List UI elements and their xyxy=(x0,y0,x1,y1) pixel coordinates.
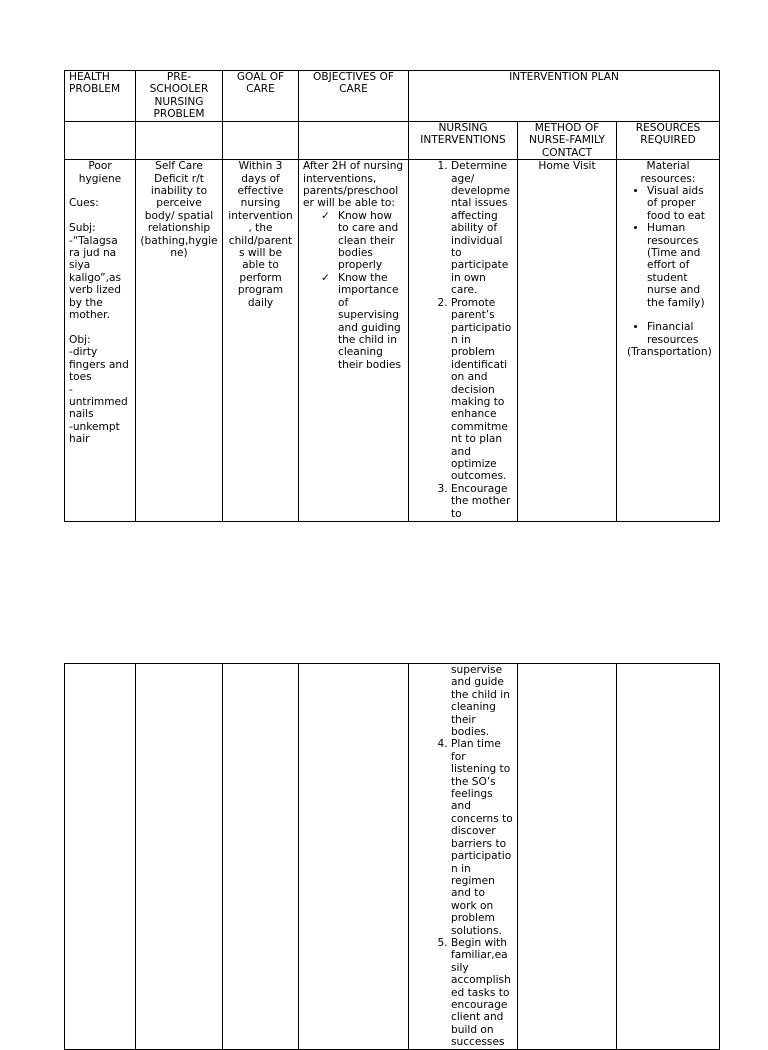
health-problem-cell xyxy=(65,160,136,522)
header-goal-of-care: GOAL OF CARE xyxy=(223,71,299,122)
care-plan-table-page2 xyxy=(64,663,720,1050)
blank-cell xyxy=(65,122,136,160)
transportation-note: (Transportation) xyxy=(627,345,712,358)
material-resources-label: Material resources: xyxy=(640,160,696,185)
subjective-label: Subj: xyxy=(69,222,96,235)
intervention-item: 5. Begin with familiar,easily accomplished tasks to encourage client and build on successes xyxy=(451,937,513,1049)
care-plan-table-page1 xyxy=(64,70,720,522)
blank-cell xyxy=(518,664,617,1050)
objective-cue: -untrimmed nails xyxy=(69,383,128,421)
nursing-interventions-continued-cell xyxy=(409,664,518,1050)
blank-cell xyxy=(223,122,299,160)
blank-cell xyxy=(136,664,223,1050)
objectives-intro: After 2H of nursing interventions, parents/preschooler will be able to: xyxy=(303,160,404,210)
blank-cell xyxy=(299,664,409,1050)
cues-label: Cues: xyxy=(69,197,99,210)
interventions-list-continued xyxy=(413,664,513,1049)
resource-item: • Financial resources xyxy=(647,321,717,346)
health-problem-title: Poor hygiene xyxy=(78,160,122,185)
resources-cell xyxy=(617,160,720,522)
method-of-contact-cell: Home Visit xyxy=(518,160,617,522)
header-nursing-interventions: NURSING INTERVENTIONS xyxy=(409,122,518,160)
blank-cell xyxy=(136,122,223,160)
objectives-cell xyxy=(299,160,409,522)
intervention-item: 2. Promote parent’s participation in problem identification and decision making to enhance commitment to plan and optimize outcomes. xyxy=(451,297,513,483)
blank-cell xyxy=(617,664,720,1050)
header-health-problem: HEALTH PROBLEM xyxy=(65,71,136,122)
interventions-list xyxy=(413,160,513,520)
objective-cue: -unkempt hair xyxy=(69,420,120,446)
goal-of-care-cell: Within 3 days of effective nursing intervention, the child/parents will be able to perform program daily xyxy=(223,160,299,522)
blank-cell xyxy=(223,664,299,1050)
header-intervention-plan: INTERVENTION PLAN xyxy=(409,71,720,122)
header-method-of-contact: METHOD OF NURSE-FAMILY CONTACT xyxy=(518,122,617,160)
blank-cell xyxy=(65,664,136,1050)
blank-cell xyxy=(299,122,409,160)
resources-list xyxy=(619,185,717,346)
intervention-continuation: supervise and guide the child in cleaning their bodies. xyxy=(451,664,510,739)
intervention-item: 1. Determine age/ developmental issues affecting ability of individual to participate in own care. xyxy=(451,160,513,296)
objectives-list xyxy=(303,210,404,371)
header-nursing-problem: PRE-SCHOOLER NURSING PROBLEM xyxy=(136,71,223,122)
objective-item: ✓ Know how to care and clean their bodies properly xyxy=(338,210,404,272)
resource-item: • Human resources (Time and effort of student nurse and the family) xyxy=(647,222,717,309)
resource-item: • Visual aids of proper food to eat xyxy=(647,185,717,222)
nursing-interventions-cell xyxy=(409,160,518,522)
objective-item: ✓ Know the importance of supervising and guiding the child in cleaning their bodies xyxy=(338,272,404,371)
intervention-item: 4. Plan time for listening to the SO’s feelings and concerns to discover barriers to participation in regimen and to work on problem solutions. xyxy=(451,738,513,937)
objective-label: Obj: xyxy=(69,333,91,346)
header-resources-required: RESOURCES REQUIRED xyxy=(617,122,720,160)
objective-cue: -dirty fingers and toes xyxy=(69,346,129,384)
header-objectives-of-care: OBJECTIVES OF CARE xyxy=(299,71,409,122)
intervention-item: 3. Encourage the mother to xyxy=(451,483,513,520)
nursing-problem-cell: Self Care Deficit r/t inability to perceive body/ spatial relationship (bathing,hygiene) xyxy=(136,160,223,522)
subjective-cue: -“Talagsa ra jud na siya kaligo”,as verb lized by the mother. xyxy=(69,234,122,322)
